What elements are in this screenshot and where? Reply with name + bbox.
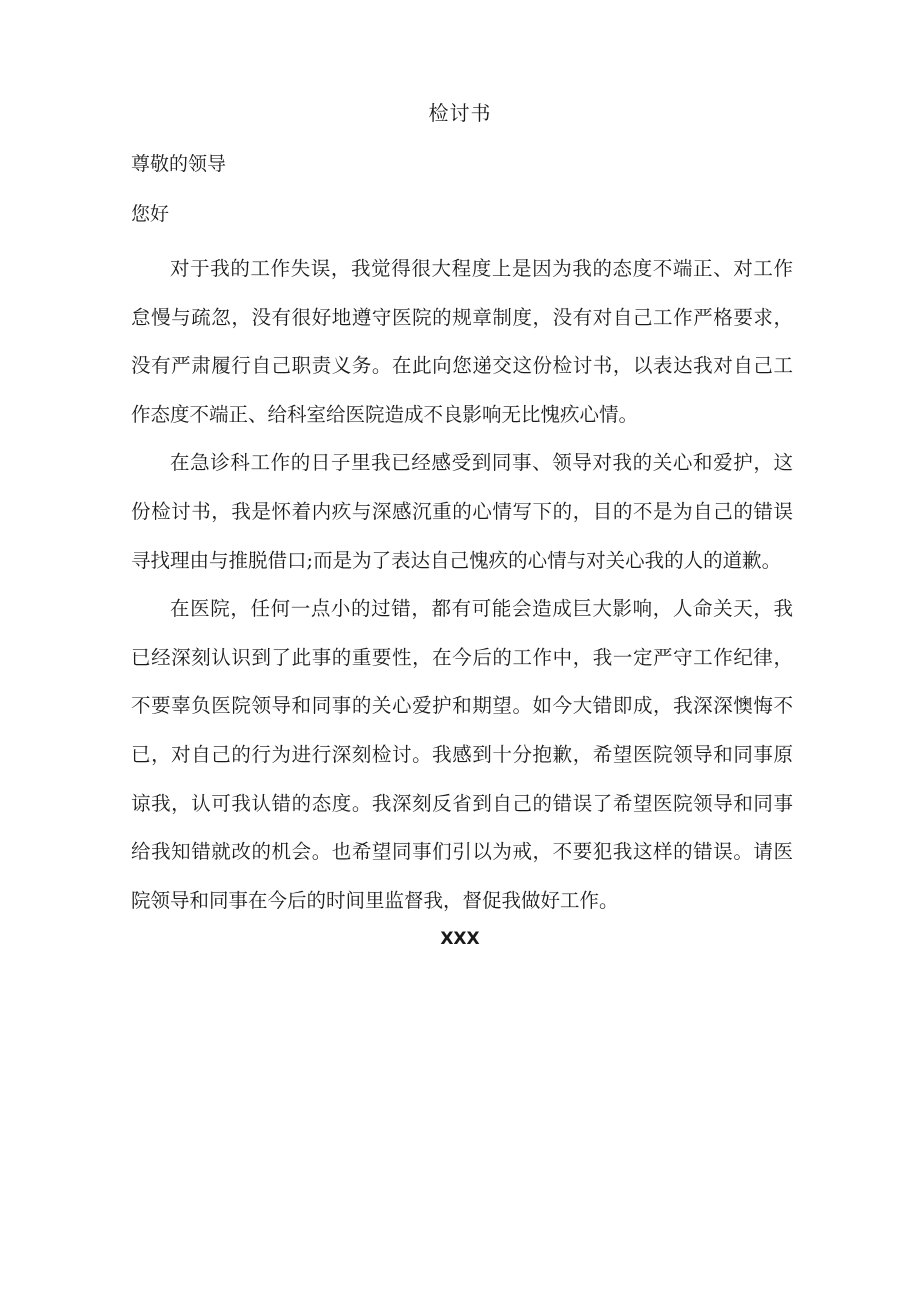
document-title: 检讨书	[428, 101, 492, 125]
signature: XXX	[440, 929, 480, 949]
document-body	[131, 245, 793, 925]
paragraph-2: 在急诊科工作的日子里我已经感受到同事、领导对我的关心和爱护，这份检讨书，我是怀着内疚与深感沉重的心情写下的，目的不是为自己的错误寻找理由与推脱借口;而是为了表达自己愧疚的心情与对关心我的人的道歉。	[131, 451, 793, 572]
paragraph-1: 对于我的工作失误，我觉得很大程度上是因为我的态度不端正、对工作怠慢与疏忽，没有很好地遵守医院的规章制度，没有对自己工作严格要求，没有严肃履行自己职责义务。在此向您递交这份检讨书，以表达我对自己工作态度不端正、给科室给医院造成不良影响无比愧疚心情。	[131, 257, 793, 426]
paragraph-3: 在医院，任何一点小的过错，都有可能会造成巨大影响，人命关天，我已经深刻认识到了此事的重要性，在今后的工作中，我一定严守工作纪律，不要辜负医院领导和同事的关心爱护和期望。如今大错即成，我深深懊悔不已，对自己的行为进行深刻检讨。我感到十分抱歉，希望医院领导和同事原谅我，认可我认错的态度。我深刻反省到自己的错误了希望医院领导和同事给我知错就改的机会。也希望同事们引以为戒，不要犯我这样的错误。请医院领导和同事在今后的时间里监督我，督促我做好工作。	[131, 597, 793, 912]
greeting: 您好	[131, 203, 170, 225]
salutation: 尊敬的领导	[131, 153, 227, 175]
